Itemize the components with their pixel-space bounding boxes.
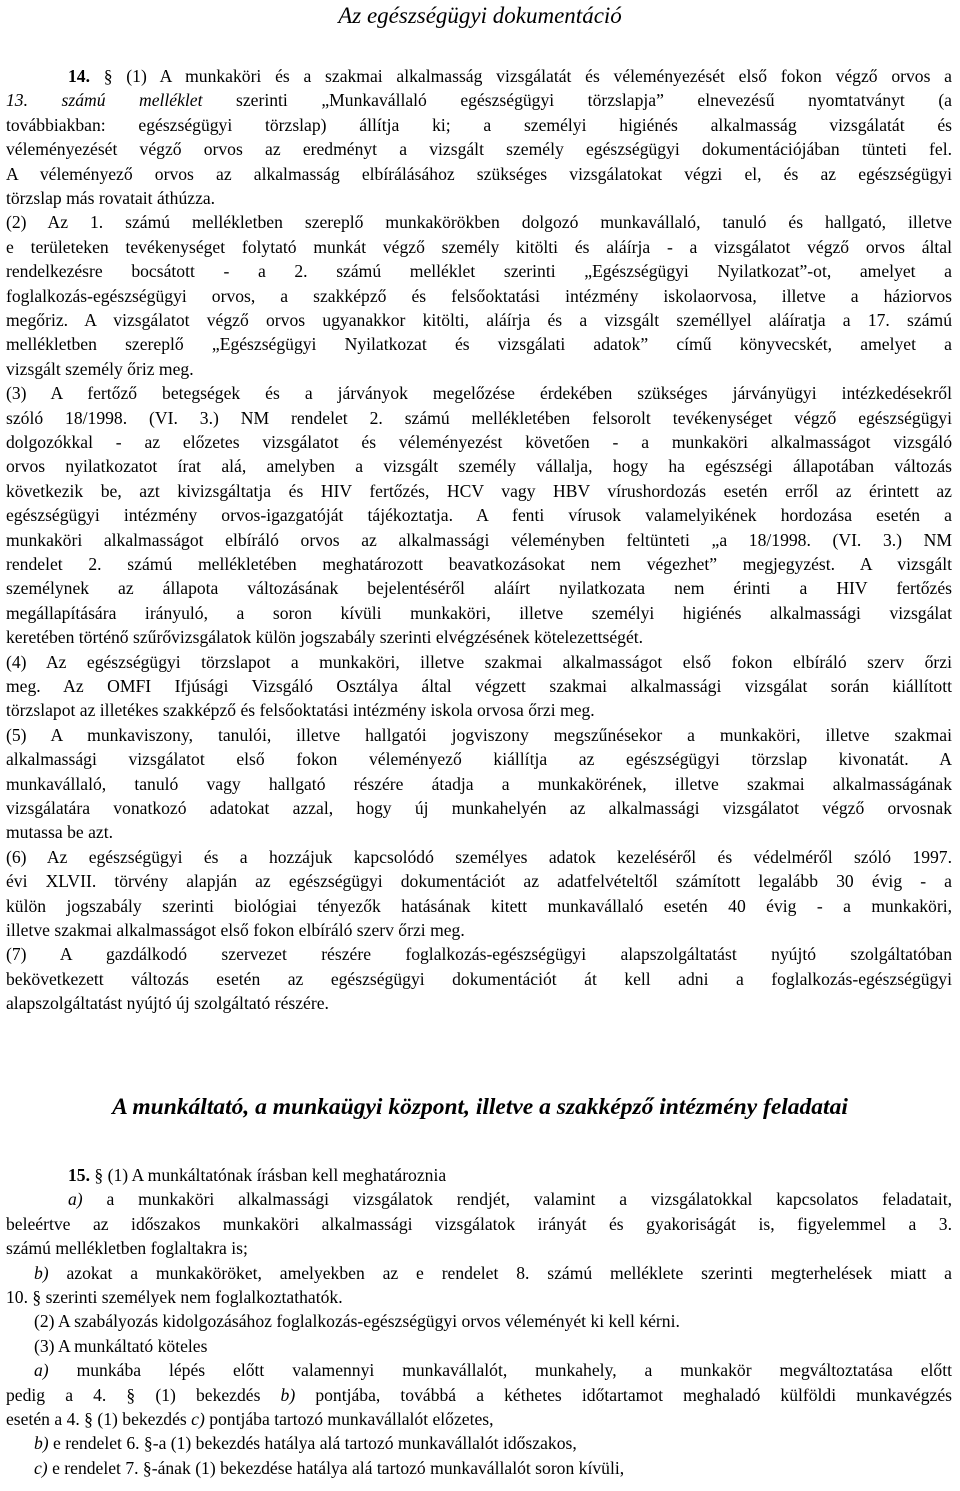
line-text: munkába lépés előtt valamennyi munkavállalót, munkahely, a munkakör megváltoztatása előtt bbox=[48, 1360, 952, 1381]
text-line bbox=[68, 1163, 952, 1187]
text-line: megőriz. A vizsgálatot végző orvos ugyanakkor kitölti, aláírja és a vizsgált személlyel aláíratja a 17. számú bbox=[6, 310, 952, 330]
text-line: törzslap más rovatait áthúzza. bbox=[6, 188, 216, 208]
section-number: 14. bbox=[68, 66, 90, 86]
text-line bbox=[34, 1261, 952, 1285]
text-line: (6) Az egészségügyi és a hozzájuk kapcsolódó személyes adatok kezeléséről és védelméről szóló 1997. bbox=[6, 846, 952, 867]
text-line: (5) A munkaviszony, tanulói, illetve hallgatói jogviszony megszűnésekor a munkaköri, illetve szakmai bbox=[6, 724, 952, 745]
text-line: számú mellékletben foglaltakra is; bbox=[6, 1238, 248, 1259]
text-line: külön jogszabály szerinti biológiai tényezők hatásának kitett munkavállaló esetén 40 évig - a munkaköri, bbox=[6, 895, 952, 916]
text-line bbox=[6, 1383, 952, 1407]
line-text: a munkaköri alkalmassági vizsgálatok rendjét, valamint a vizsgálatokkal kapcsolatos feladatait, bbox=[82, 1189, 952, 1210]
text-line: személynek az állapota változásának bejelentéséről aláírt nyilatkozata nem érinti a HIV fertőzés bbox=[6, 578, 952, 599]
text-line: meg. Az OMFI Ifjúsági Vizsgáló Osztálya által végzett szakmai alkalmassági vizsgálat során kiállított bbox=[6, 676, 952, 696]
section-number: 15. bbox=[68, 1165, 90, 1185]
italic-reference: b) bbox=[280, 1384, 296, 1405]
italic-reference: b) bbox=[34, 1433, 49, 1454]
line-text: azokat a munkaköröket, amelyekben az e rendelet 8. számú melléklete szerinti megterhelések miatt a bbox=[48, 1262, 952, 1283]
text-line: A véleményező orvos az alkalmasság elbírálásához szükséges vizsgálatokat végzi el, és az egészségügyi bbox=[6, 163, 952, 184]
italic-reference: a) bbox=[68, 1189, 83, 1210]
section-heading-employer-duties: A munkáltató, a munkaügyi központ, illetve a szakképző intézmény feladatai bbox=[112, 1094, 848, 1120]
text-line: (3) A fertőző betegségek és a járványok megelőzése érdekében szükséges járványügyi intézkedésekről bbox=[6, 383, 952, 404]
text-line: szóló 18/1998. (VI. 3.) NM rendelet 2. számú mellékletében felsorolt tevékenységet végző egészségügyi bbox=[6, 407, 952, 428]
text-line: (2) Az 1. számú mellékletben szereplő munkakörökben dolgozó munkavállaló, tanuló és hallgató, illetve bbox=[6, 212, 952, 233]
text-line: rendelet 2. számú mellékletében meghatározott beavatkozásokat nem végezhet” megjegyzést. A vizsgált bbox=[6, 554, 952, 574]
line-text: pedig a 4. § (1) bekezdés bbox=[6, 1384, 281, 1405]
text-line: illetve szakmai alkalmasságot első fokon elbíráló szerv őrzi meg. bbox=[6, 920, 465, 940]
text-line bbox=[34, 1358, 952, 1382]
italic-reference: 13. számú melléklet bbox=[6, 90, 203, 111]
text-line: megállapítására irányuló, a soron kívüli munkaköri, illetve személyi higiénés alkalmassági vizsgálat bbox=[6, 602, 952, 623]
text-line: mellékletben szereplő „Egészségügyi Nyilatkozat és vizsgálati adatok” című könyvecskét, amelyet a bbox=[6, 334, 952, 355]
text-line bbox=[68, 1187, 952, 1211]
italic-reference: b) bbox=[34, 1262, 49, 1283]
line-text: esetén a 4. § (1) bekezdés bbox=[6, 1409, 192, 1429]
text-line: bekövetkezett változás esetén az egészségügyi dokumentációt át kell adni a foglalkozás-egészségügyi bbox=[6, 968, 952, 989]
text-line: rendelkezésre bocsátott - a 2. számú melléklet szerinti „Egészségügyi Nyilatkozat”-ot, amelyet a bbox=[6, 261, 952, 282]
text-line: foglalkozás-egészségügyi orvos, a szakképző és felsőoktatási intézmény iskolaorvosa, illetve a háziorvos bbox=[6, 285, 952, 306]
text-line: keretében történő szűrővizsgálatok külön jogszabály szerinti elvégzésének kötelezettségét. bbox=[6, 627, 644, 648]
text-line bbox=[34, 1456, 952, 1480]
text-line bbox=[6, 88, 952, 112]
text-line: (4) Az egészségügyi törzslapot a munkaköri, illetve szakmai alkalmasságot első fokon elbíráló szerv őrzi bbox=[6, 651, 952, 672]
italic-reference: c) bbox=[191, 1409, 205, 1429]
text-line bbox=[68, 64, 952, 88]
line-text: pontjába, továbbá a kéthetes időtartamot meghaladó külföldi munkavégzés bbox=[295, 1384, 952, 1405]
line-text: § (1) A munkáltatónak írásban kell meghatároznia bbox=[90, 1165, 447, 1185]
text-line: (7) A gazdálkodó szervezet részére foglalkozás-egészségügyi alapszolgáltatást nyújtó szolgáltatóban bbox=[6, 944, 952, 965]
text-line: 10. § szerinti személyek nem foglalkoztathatók. bbox=[6, 1287, 343, 1307]
text-line: e területeken tevékenységet folytató munkát végző személy kitölti és aláírja - a vizsgálatot végző orvos által bbox=[6, 236, 952, 257]
text-line: dolgozókkal - az előzetes vizsgálatot és véleményezést követően - a munkaköri alkalmasságot vizsgáló bbox=[6, 432, 952, 452]
text-line: továbbiakban: egészségügyi törzslap) állítja ki; a személyi higiénés alkalmasság vizsgálatát és bbox=[6, 114, 952, 135]
text-line: munkavállaló, tanuló vagy hallgató részére átadja a munkakörének, illetve szakmai alkalmasságának bbox=[6, 773, 952, 794]
text-line bbox=[6, 1407, 952, 1431]
text-line: alapszolgáltatást nyújtó új szolgáltató részére. bbox=[6, 993, 329, 1014]
line-text: szerinti „Munkavállaló egészségügyi törzslapja” elnevezésű nyomtatványt (a bbox=[202, 90, 952, 111]
text-line: évi XLVII. törvény alapján az egészségügyi dokumentációt az adatfelvételtől számított legalább 30 évig - a bbox=[6, 871, 952, 892]
text-line: mutassa be azt. bbox=[6, 822, 113, 843]
text-line: egészségügyi intézmény orvos-igazgatóját tájékoztatja. A fenti vírusok valamelyikének hordozása esetén a bbox=[6, 505, 952, 526]
text-line: orvos nyilatkozatot írat alá, amelyben a vizsgált személy vállalja, hogy ha egészségi állapotában változás bbox=[6, 456, 952, 477]
italic-reference: c) bbox=[34, 1457, 48, 1478]
text-line: következik be, azt kivizsgáltatja és HIV fertőzés, HCV vagy HBV vírushordozás esetén erről az érintett az bbox=[6, 480, 952, 501]
text-line bbox=[34, 1431, 952, 1455]
text-line: alkalmassági vizsgálatot első fokon véleményező kiállítja az egészségügyi törzslap kivonatát. A bbox=[6, 749, 952, 770]
text-line: vizsgálatára vonatkozó adatokat azzal, hogy új munkahelyén az alkalmassági vizsgálatot végző orvosnak bbox=[6, 798, 952, 818]
section-heading-health-documentation: Az egészségügyi dokumentáció bbox=[338, 3, 622, 28]
line-text: e rendelet 6. §-a (1) bekezdés hatálya alá tartozó munkavállalót időszakos, bbox=[48, 1433, 577, 1454]
italic-reference: a) bbox=[34, 1360, 49, 1381]
text-line: munkaköri alkalmasságot elbíráló orvos az alkalmassági véleményben feltünteti „a 18/1998. (VI. 3.) NM bbox=[6, 529, 952, 550]
line-text: pontjába tartozó munkavállalót előzetes, bbox=[204, 1409, 494, 1429]
text-line: (2) A szabályozás kidolgozásához foglalkozás-egészségügyi orvos véleményét ki kell kérni. bbox=[34, 1311, 680, 1332]
line-text: e rendelet 7. §-ának (1) bekezdése hatálya alá tartozó munkavállalót soron kívüli, bbox=[47, 1457, 625, 1478]
text-line: (3) A munkáltató köteles bbox=[34, 1335, 208, 1356]
text-line: vizsgált személy őriz meg. bbox=[6, 358, 194, 379]
text-line: beleértve az időszakos munkaköri alkalmassági vizsgálatok irányát és gyakoriságát is, figyelemmel a 3. bbox=[6, 1213, 952, 1234]
text-line: véleményezését végző orvos az eredményt a vizsgált személy egészségügyi dokumentációjában tünteti fel. bbox=[6, 139, 952, 160]
text-line: törzslapot az illetékes szakképző és felsőoktatási intézmény iskola orvosa őrzi meg. bbox=[6, 700, 595, 721]
line-text: § (1) A munkaköri és a szakmai alkalmasság vizsgálatát és véleményezését első fokon végző orvos a bbox=[90, 66, 952, 86]
